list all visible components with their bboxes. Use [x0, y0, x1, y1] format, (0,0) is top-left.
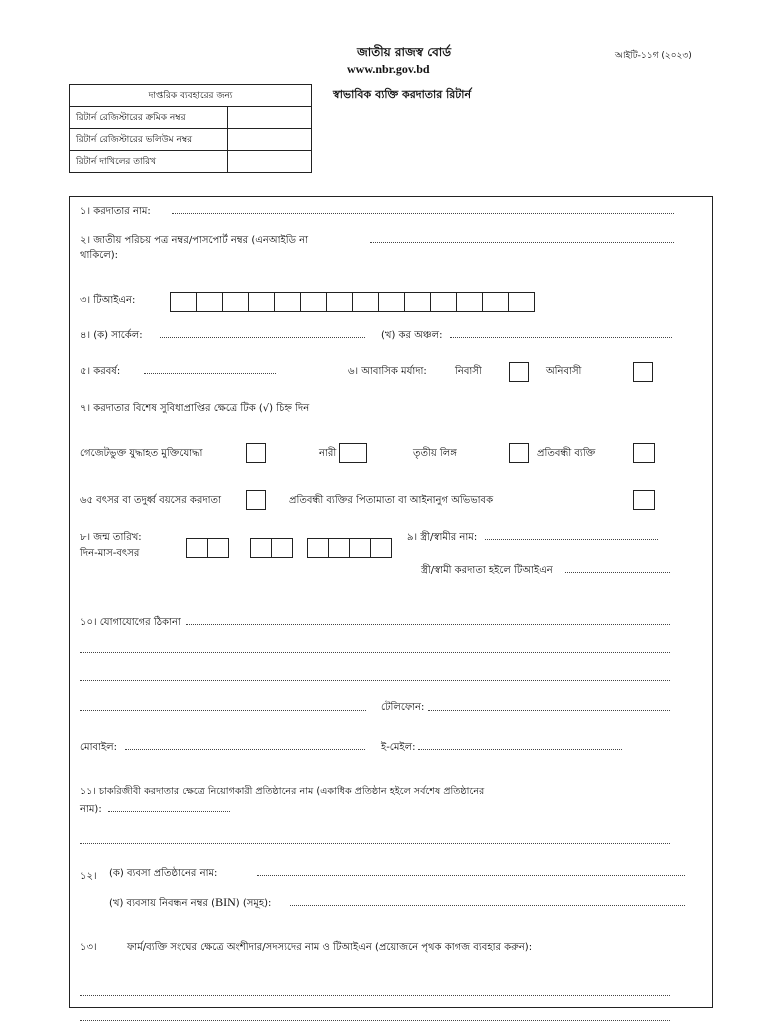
resident-label: নিবাসী — [455, 366, 482, 377]
form-title: স্বাভাবিক ব্যক্তি করদাতার রিটার্ন — [333, 88, 472, 101]
office-row-value[interactable] — [228, 129, 312, 151]
office-row-value[interactable] — [228, 107, 312, 129]
employer-field-line[interactable] — [80, 843, 670, 844]
aged-label: ৬৫ বৎসর বা তদুর্ধ্ব বয়সের করদাতা — [80, 495, 221, 506]
third-gender-label: তৃতীয় লিঙ্গ — [413, 448, 457, 459]
employer-label-cont: নাম): — [80, 804, 102, 815]
spouse-name-label: ৯। স্ত্রী/স্বামীর নাম: — [407, 532, 478, 543]
nid-field[interactable] — [370, 242, 674, 243]
dob-month-boxes[interactable] — [250, 538, 293, 558]
circle-field[interactable] — [160, 337, 365, 338]
employer-label: ১১। চাকরিজীবী করদাতার ক্ষেত্রে নিয়োগকারী প্রতিষ্ঠানের নাম (একাধিক প্রতিষ্ঠান হইলে সর্বশেষ প্রতিষ্ঠানের — [80, 786, 485, 797]
email-field[interactable] — [418, 749, 622, 750]
office-row-value[interactable] — [228, 151, 312, 173]
special-benefit-label: ৭। করদাতার বিশেষ সুবিধাপ্রাপ্তির ক্ষেত্রে টিক (√) চিহ্ন দিন — [80, 403, 310, 414]
address-label: ১০। যোগাযোগের ঠিকানা — [80, 617, 181, 628]
female-checkbox[interactable] — [339, 443, 367, 463]
circle-label: ৪। (ক) সার্কেল: — [80, 330, 143, 341]
board-name: জাতীয় রাজস্ব বোর্ড — [357, 45, 452, 59]
female-label: নারী — [319, 448, 337, 459]
third-gender-checkbox[interactable] — [509, 443, 529, 463]
office-row-label: রিটার্ন দাখিলের তারিখ — [70, 151, 228, 173]
telephone-field[interactable] — [428, 710, 670, 711]
address-line[interactable] — [80, 652, 670, 653]
business-name-field[interactable] — [257, 875, 685, 876]
disabled-checkbox[interactable] — [633, 443, 655, 463]
nid-label: ২। জাতীয় পরিচয় পত্র নম্বর/পাসপোর্ট নম্বর (এনআইডি না — [80, 235, 308, 246]
employer-field[interactable] — [108, 811, 230, 812]
address-line[interactable] — [186, 624, 670, 625]
nonresident-label: অনিবাসী — [546, 366, 582, 377]
freedom-fighter-label: গেজেটভুক্ত যুদ্ধাহত মুক্তিযোদ্ধা — [80, 448, 203, 459]
resident-checkbox[interactable] — [509, 362, 529, 382]
guardian-checkbox[interactable] — [633, 490, 655, 510]
partners-field-line[interactable] — [80, 995, 670, 996]
residential-status-label: ৬। আবাসিক মর্যাদা: — [348, 366, 427, 377]
office-use-table — [69, 84, 312, 173]
partners-label: ফার্ম/ব্যক্তি সংঘের ক্ষেত্রে অংশীদার/সদস্যদের নাম ও টিআইএন (প্রয়োজনে পৃথক কাগজ ব্যবহার করুন): — [127, 942, 533, 953]
partners-section-label: ১৩। — [80, 942, 97, 953]
address-line[interactable] — [80, 680, 670, 681]
tax-zone-field[interactable] — [450, 337, 672, 338]
mobile-field[interactable] — [125, 749, 365, 750]
nonresident-checkbox[interactable] — [633, 362, 653, 382]
taxpayer-name-label: ১। করদাতার নাম: — [80, 206, 151, 217]
return-form — [69, 196, 713, 1008]
office-row-label: রিটার্ন রেজিস্টারের ক্রমিক নম্বর — [70, 107, 228, 129]
dob-label: ৮। জন্ম তারিখ: — [80, 532, 142, 543]
bin-label-post: ) (সমূহ): — [235, 898, 272, 909]
website: www.nbr.gov.bd — [347, 62, 430, 76]
partners-field-line[interactable] — [80, 1020, 670, 1021]
bin-label-pre: (খ) ব্যবসায় নিবন্ধন নম্বর ( — [109, 898, 216, 909]
tin-label: ৩। টিআইএন: — [80, 295, 136, 306]
office-row-label: রিটার্ন রেজিস্টারের ভলিউম নম্বর — [70, 129, 228, 151]
bin-label — [109, 895, 271, 913]
form-code: আইটি-১১গ (২০২৩) — [615, 51, 692, 61]
business-name-label: (ক) ব্যবসা প্রতিষ্ঠানের নাম: — [109, 868, 218, 879]
address-line[interactable] — [80, 710, 366, 711]
spouse-tin-label: স্ত্রী/স্বামী করদাতা হইলে টিআইএন — [421, 565, 553, 576]
business-section-label: ১২। — [80, 871, 97, 882]
spouse-name-field[interactable] — [485, 539, 658, 540]
email-label: ই-মেইল: — [381, 742, 416, 753]
nid-label-cont: থাকিলে): — [80, 250, 118, 261]
bin-field[interactable] — [290, 905, 685, 906]
spouse-tin-field[interactable] — [565, 572, 670, 573]
dob-format-label: দিন-মাস-বৎসর — [80, 548, 140, 559]
dob-year-boxes[interactable] — [307, 538, 392, 558]
tax-year-label: ৫। করবর্ষ: — [80, 366, 121, 377]
taxpayer-name-field[interactable] — [172, 213, 674, 214]
bin-abbrev: BIN — [215, 895, 236, 909]
telephone-label: টেলিফোন: — [381, 702, 425, 713]
dob-day-boxes[interactable] — [186, 538, 229, 558]
office-use-heading: দাপ্তরিক ব্যবহারের জন্য — [70, 85, 312, 107]
guardian-label: প্রতিবন্ধী ব্যক্তির পিতামাতা বা আইনানুগ অভিভাবক — [289, 495, 494, 506]
tax-zone-label: (খ) কর অঞ্চল: — [381, 330, 443, 341]
mobile-label: মোবাইল: — [80, 742, 117, 753]
aged-checkbox[interactable] — [246, 490, 266, 510]
tax-year-field[interactable] — [144, 373, 276, 374]
tin-boxes[interactable] — [170, 292, 535, 312]
disabled-label: প্রতিবন্ধী ব্যক্তি — [537, 448, 596, 459]
freedom-fighter-checkbox[interactable] — [246, 443, 266, 463]
